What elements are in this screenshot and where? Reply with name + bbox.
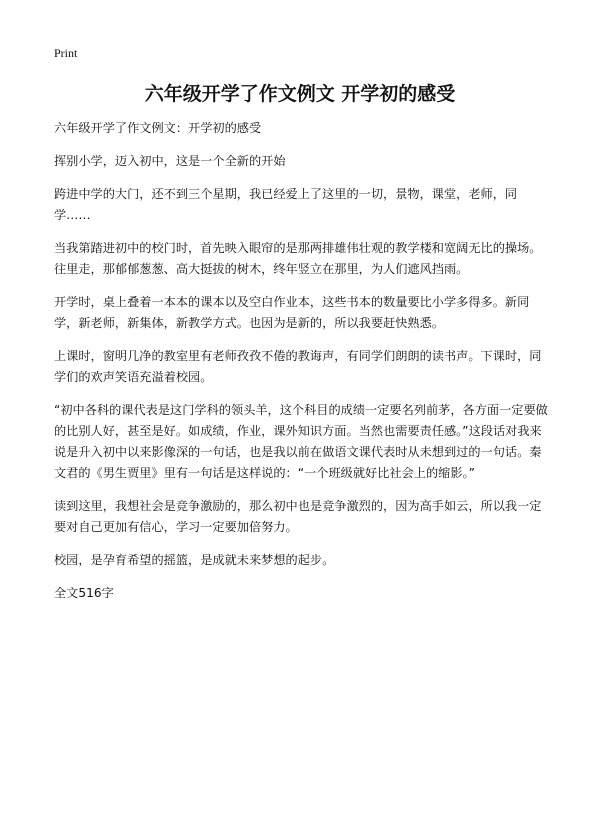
article-paragraph: 校园，是孕育希望的摇篮，是成就未来梦想的起步。 bbox=[54, 553, 335, 567]
word-count: 全文516字 bbox=[54, 586, 114, 600]
article-paragraph: 上课时，窗明几净的教室里有老师孜孜不倦的教诲声，有同学们朗朗的读书声。下课时，同学们的欢声笑语充溢着校园。 bbox=[54, 349, 542, 384]
article-paragraph: 六年级开学了作文例文：开学初的感受 bbox=[54, 121, 262, 135]
article-paragraph: 读到这里，我想社会是竞争激励的，那么初中也是竞争激烈的，因为高手如云，所以我一定要对自己更加有信心，学习一定要加倍努力。 bbox=[54, 499, 542, 534]
article-paragraph: 挥别小学，迈入初中，这是一个全新的开始 bbox=[54, 154, 286, 168]
article-paragraph: 当我第踏进初中的校门时，首先映入眼帘的是那两排雄伟壮观的教学楼和宽阔无比的操场。往里走，那郁郁葱葱、高大挺拔的树木，终年竖立在那里，为人们遮风挡雨。 bbox=[54, 241, 542, 276]
article-paragraph: 跨进中学的大门，还不到三个星期，我已经爱上了这里的一切，景物，课堂，老师，同学…… bbox=[54, 187, 518, 222]
article-body bbox=[54, 118, 548, 616]
print-link[interactable]: Print bbox=[54, 46, 78, 60]
article-paragraph: “初中各科的课代表是这门学科的领头羊，这个科目的成绩一定要名列前茅，各方面一定要做的比别人好，甚至是好。如成绩，作业，课外知识方面。当然也需要责任感。”这段话对我来说是升入初中以来影像深的一句话，也是我以前在做语文课代表时从未想到过的一句话。秦文君的《男生贾里》里有一句话是这样说的：“一个班级就好比社会上的缩影。” bbox=[54, 403, 548, 480]
article-title: 六年级开学了作文例文 开学初的感受 bbox=[144, 83, 456, 105]
article-paragraph: 开学时，桌上叠着一本本的课本以及空白作业本，这些书本的数量要比小学多得多。新同学，新老师，新集体，新教学方式。也因为是新的，所以我要赶快熟悉。 bbox=[54, 295, 530, 330]
